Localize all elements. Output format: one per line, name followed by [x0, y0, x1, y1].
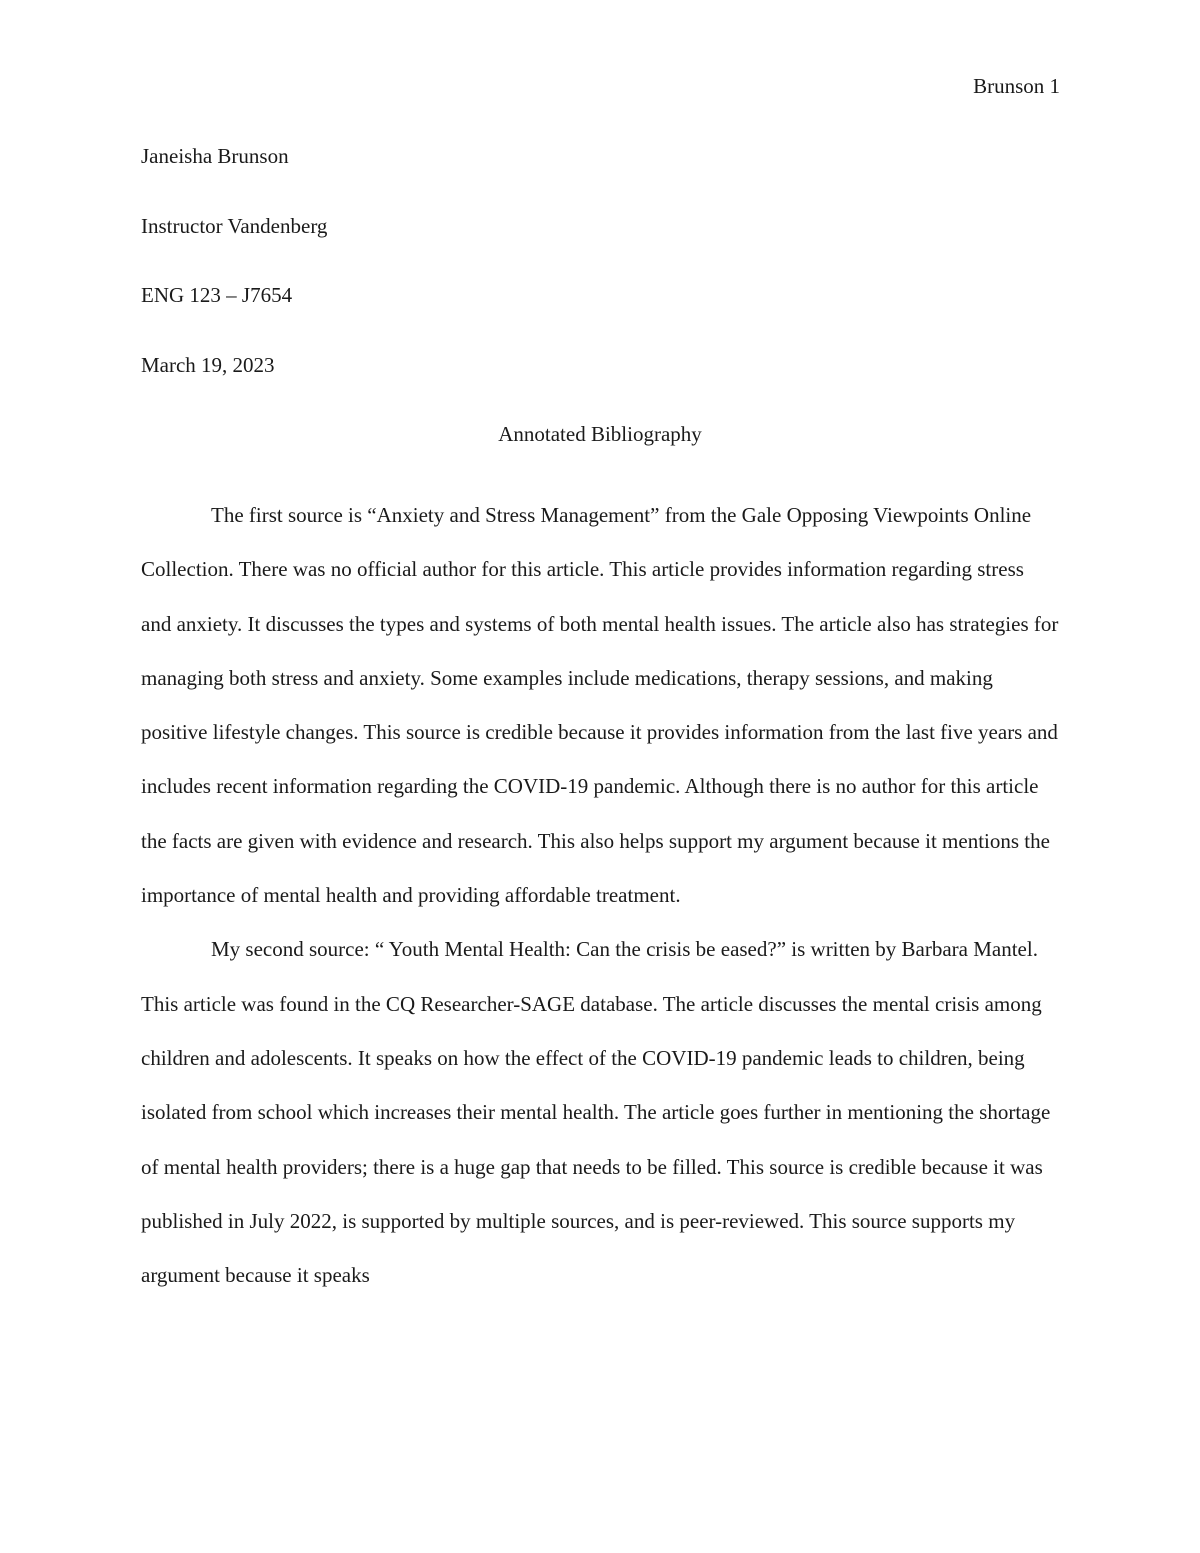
student-name: Janeisha Brunson	[141, 144, 289, 168]
paragraph-second-source: My second source: “ Youth Mental Health: Can the crisis be eased?” is written by Barbara Mantel. This article was found in the CQ Researcher-SAGE database. The article discusses the mental crisis among children and adolescents. It speaks on how the effect of the COVID-19 pandemic leads to children, being isolated from school which increases their mental health. The article goes further in mentioning the shortage of mental health providers; there is a huge gap that needs to be filled. This source is credible because it was published in July 2022, is supported by multiple sources, and is peer-reviewed. This source supports my argument because it speaks	[141, 937, 1051, 1288]
document-body	[141, 488, 1059, 1302]
paragraph-first-source: The first source is “Anxiety and Stress Management” from the Gale Opposing Viewpoints Online Collection. There was no official author for this article. This article provides information regarding stress and anxiety. It discusses the types and systems of both mental health issues. The article also has strategies for managing both stress and anxiety. Some examples include medications, therapy sessions, and making positive lifestyle changes. This source is credible because it provides information from the last five years and includes recent information regarding the COVID-19 pandemic. Although there is no author for this article the facts are given with evidence and research. This also helps support my argument because it mentions the importance of mental health and providing affordable treatment.	[141, 503, 1059, 908]
document-date: March 19, 2023	[141, 352, 275, 377]
course-code: ENG 123 – J7654	[141, 283, 293, 308]
running-head: Brunson 1	[973, 74, 1060, 98]
document-title: Annotated Bibliography	[498, 422, 702, 447]
instructor-name: Instructor Vandenberg	[141, 213, 328, 238]
mla-heading	[141, 142, 1059, 490]
